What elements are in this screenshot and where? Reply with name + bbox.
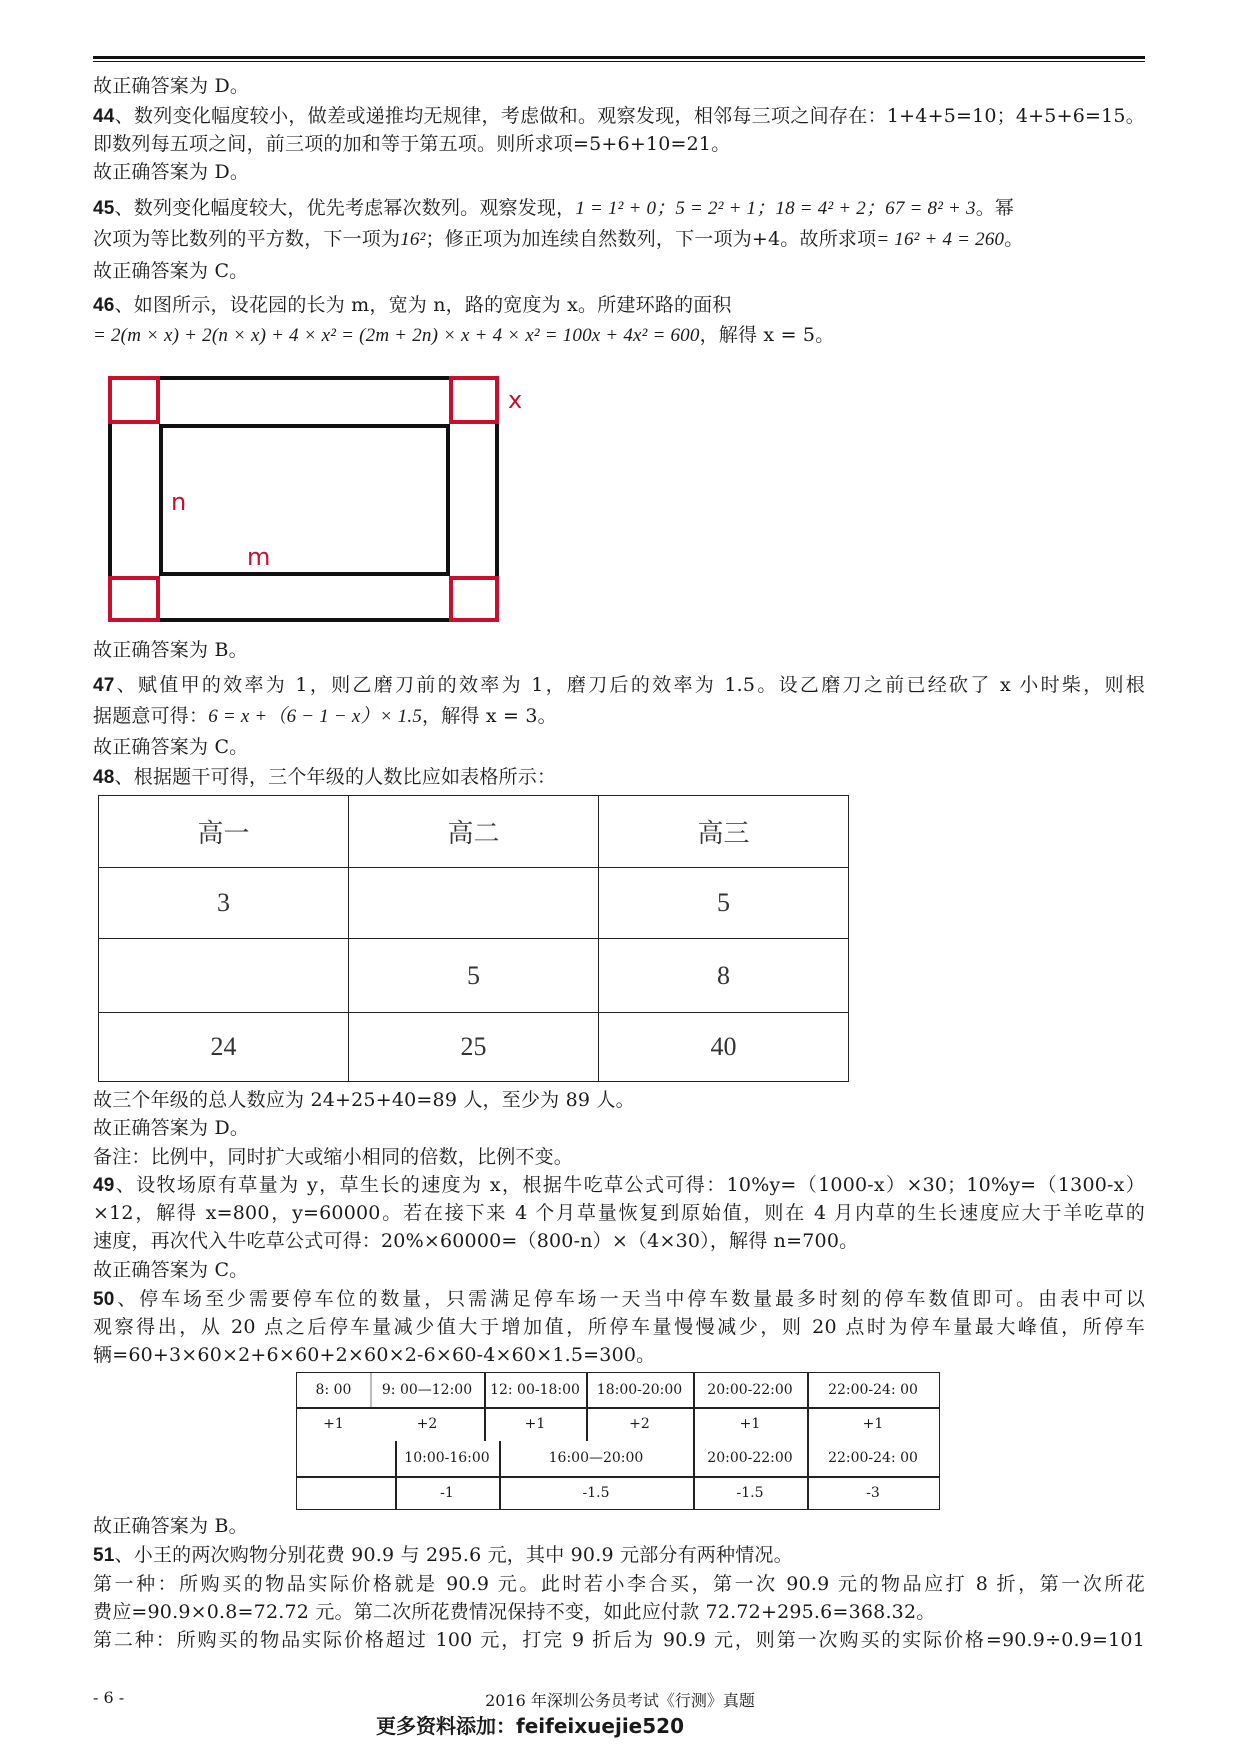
q49-number: 49 [93,1175,115,1196]
table-cell: 24 [99,1013,349,1082]
time-cell: 20:00-22:00 [707,1382,793,1398]
q49-line-3: 速度，再次代入牛吃草公式可得：20%×60000=（800-n）×（4×30），解得 n=700。 [93,1230,859,1252]
table-cell: 5 [349,939,599,1013]
corner-square [108,576,160,622]
value-cell: -1 [440,1485,454,1501]
q47-text: ，解得 x = 3。 [422,705,557,727]
q44-number: 44 [93,106,115,127]
table-row [99,868,849,939]
note-line: 备注：比例中，同时扩大或缩小相同的倍数，比例不变。 [93,1146,574,1168]
value-cell: +1 [323,1416,344,1432]
answer-line: 故正确答案为 D。 [93,1117,250,1139]
q45-number: 45 [93,198,115,219]
q50-number: 50 [93,1289,115,1310]
label-m: m [247,543,271,571]
q44-text: 、数列变化幅度较小，做差或递推均无规律，考虑做和。观察发现，相邻每三项之间存在：1+4+5=10；4+5+6=15。 [114,105,1145,127]
time-cell: 22:00-24: 00 [828,1450,918,1466]
value-cell: +1 [524,1416,546,1432]
q50-line-3: 辆=60+3×60×2+6×60+2×60×2-6×60-4×60×1.5=300。 [93,1344,656,1366]
q51-line-4: 第二种：所购买的物品实际价格超过 100 元，打完 9 折后为 90.9 元，则第一次购买的实际价格=90.9÷0.9=101 [93,1629,1145,1651]
time-cell: 10:00-16:00 [404,1450,490,1466]
time-cell: 16:00—20:00 [548,1450,644,1466]
page-number: - 6 - [93,1688,125,1707]
time-cell: 9: 00—12:00 [381,1382,473,1398]
q51-line-3: 费应=90.9×0.8=72.72 元。第二次所花费情况保持不变，如此应付款 72.72+295.6=368.32。 [93,1601,936,1623]
answer-line: 故正确答案为 D。 [93,75,250,97]
q46-text: 、如图所示，设花园的长为 m，宽为 n，路的宽度为 x。所建环路的面积 [114,294,732,316]
table-header: 高三 [599,796,849,868]
q48-text: 、根据题干可得，三个年级的人数比应如表格所示： [114,766,557,788]
q47-number: 47 [93,675,115,696]
corner-square [449,576,499,622]
q44-line-2: 即数列每五项之间，前三项的加和等于第五项。则所求项=5+6+10=21。 [93,133,731,155]
answer-line: 故正确答案为 C。 [93,1259,249,1281]
corner-square [108,376,160,424]
time-cell: 18:00-20:00 [596,1382,683,1398]
q45-text: 。 [1004,228,1024,250]
parking-table [296,1372,940,1510]
value-cell: -1.5 [582,1485,610,1501]
header-rule-thin [93,61,1145,62]
q51-text: 、小王的两次购物分别花费 90.9 与 295.6 元，其中 90.9 元部分有两种情况。 [114,1544,793,1566]
table-cell [349,868,599,939]
q45-text: 、数列变化幅度较大，优先考虑幂次数列。观察发现， [114,197,576,219]
q49-line-2: ×12，解得 x=800，y=60000。若在接下来 4 个月草量恢复到原始值，则在 4 月内草的生长速度应大于羊吃草的 [93,1202,1145,1224]
q47-line-1 [93,672,1145,698]
time-cell: 8: 00 [315,1382,352,1398]
q45-formula: = 16² + 4 = 260 [876,229,1005,250]
value-cell: -3 [866,1485,880,1501]
q49-line-1 [93,1172,1145,1198]
value-cell: +1 [862,1416,884,1432]
answer-line: 故正确答案为 C。 [93,260,249,282]
time-cell: 22:00-24: 00 [828,1382,918,1398]
header-rule [93,56,1145,59]
q47-text: 、赋值甲的效率为 1，则乙磨刀前的效率为 1，磨刀后的效率为 1.5。设乙磨刀之前已经砍了 x 小时柴，则根 [114,674,1145,696]
answer-line: 故正确答案为 C。 [93,736,249,758]
table-cell: 25 [349,1013,599,1082]
q46-text: ，解得 x = 5。 [699,324,835,346]
time-cell [297,1441,395,1475]
answer-line: 故正确答案为 D。 [93,161,250,183]
q48-line-1 [93,764,1145,791]
q45-text-end: 。幂 [975,197,1015,219]
grade-ratio-table [98,795,849,1082]
q45-text: 次项为等比数列的平方数，下一项为 [93,228,401,250]
q49-text: 、设牧场原有草量为 y，草生长的速度为 x，根据牛吃草公式可得：10%y=（1000-x）×30；10%y=（1300-x） [114,1174,1145,1196]
q46-number: 46 [93,295,115,316]
table-cell: 5 [599,868,849,939]
q45-line-2 [93,226,1145,253]
value-cell: +1 [739,1416,761,1432]
table-row [99,1013,849,1082]
table-row [99,939,849,1013]
answer-line: 故正确答案为 B。 [93,639,248,661]
answer-line: 故正确答案为 B。 [93,1515,248,1537]
q46-line-1 [93,292,1145,319]
value-cell: -1.5 [736,1485,764,1501]
time-cell: 20:00-22:00 [707,1450,793,1466]
label-n: n [171,488,187,516]
q50-line-2: 观察得出，从 20 点之后停车量减少值大于增加值，所停车量慢慢减少，则 20 点时为停车量最大峰值，所停车 [93,1316,1145,1338]
table-cell: 8 [599,939,849,1013]
q50-line-1 [93,1286,1145,1312]
q51-number: 51 [93,1545,115,1566]
time-cell: 12: 00-18:00 [490,1382,580,1398]
q47-formula: 6 = x +（6 − 1 − x）× 1.5 [208,706,423,727]
q46-formula: = 2(m × x) + 2(n × x) + 4 × x² = (2m + 2n) × x + 4 × x² = 100x + 4x² = 600 [93,325,700,346]
value-cell: +2 [416,1416,438,1432]
q45-formula: 1 = 1² + 0；5 = 2² + 1；18 = 4² + 2；67 = 8² + 3 [575,198,976,219]
q44-line-1 [93,103,1145,129]
corner-square [449,376,499,424]
label-x: x [508,386,523,414]
q45-line-1 [93,195,1145,222]
q51-line-2: 第一种：所购买的物品实际价格就是 90.9 元。此时若小李合买，第一次 90.9 元的物品应打 8 折，第一次所花 [93,1573,1145,1595]
table-header: 高二 [349,796,599,868]
table-cell: 40 [599,1013,849,1082]
q46-line-2 [93,322,1145,349]
q48-number: 48 [93,767,115,788]
table-cell [99,939,349,1013]
value-cell: +2 [629,1416,650,1432]
watermark-text: 更多资料添加：feifeixuejie520 [376,1714,684,1738]
table-cell: 3 [99,868,349,939]
q51-line-1 [93,1542,1145,1569]
value-cell [297,1476,395,1510]
footer-title: 2016 年深圳公务员考试《行测》真题 [485,1691,755,1710]
table-row [99,796,849,868]
garden-figure [108,376,523,622]
q50-text: 、停车场至少需要停车位的数量，只需满足停车场一天当中停车数量最多时刻的停车数值即可。由表中可以 [114,1288,1145,1310]
q47-line-2 [93,703,1145,730]
q48-conclusion: 故三个年级的总人数应为 24+25+40=89 人，至少为 89 人。 [93,1089,635,1111]
q47-text: 据题意可得： [93,705,209,727]
inner-rect [159,424,450,576]
q45-formula: 16² [400,229,426,250]
q45-text: ；修正项为加连续自然数列，下一项为+4。故所求项 [425,228,877,250]
table-header: 高一 [99,796,349,868]
